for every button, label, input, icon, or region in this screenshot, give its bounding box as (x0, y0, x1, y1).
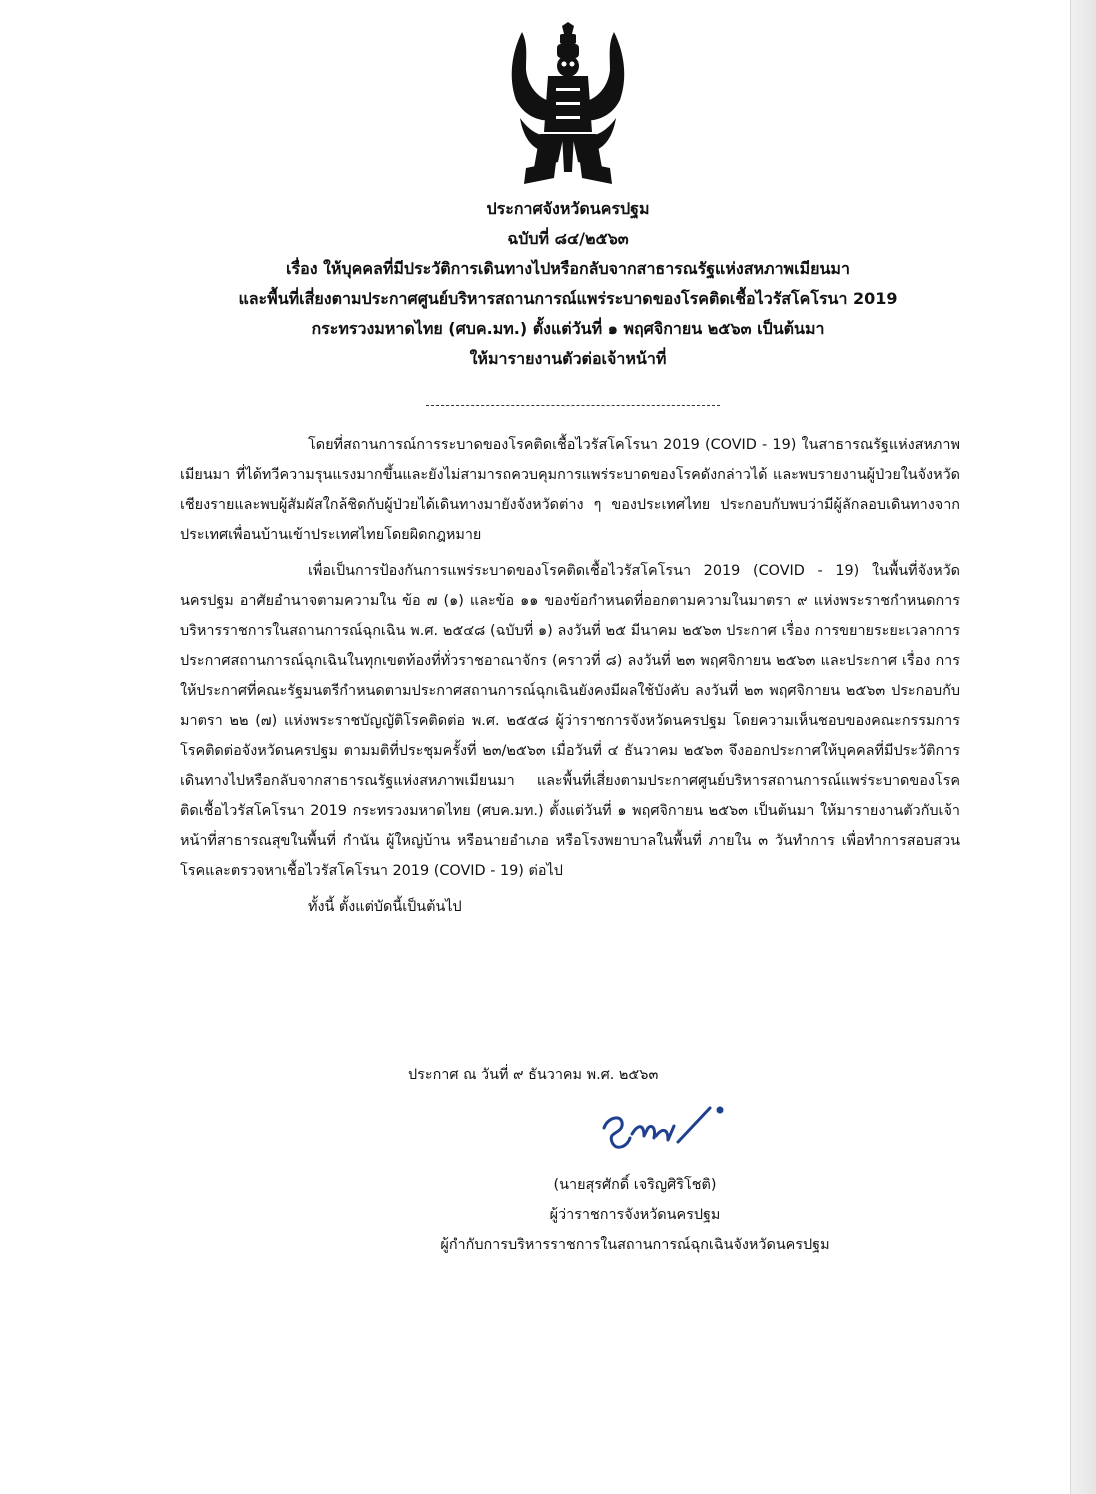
closing-statement: ทั้งนี้ ตั้งแต่บัดนี้เป็นต้นไป (308, 899, 462, 915)
signatory-block (400, 1170, 870, 1260)
page-edge (1070, 0, 1096, 1494)
signatory-role: ผู้กำกับการบริหารราชการในสถานการณ์ฉุกเฉินจังหวัดนครปฐม (440, 1237, 830, 1253)
subject-line: เรื่อง ให้บุคคลที่มีประวัติการเดินทางไปหรือกลับจากสาธารณรัฐแห่งสหภาพเมียนมา (286, 259, 850, 278)
subject-line: กระทรวงมหาดไทย (ศบค.มท.) ตั้งแต่วันที่ ๑ พฤศจิกายน ๒๕๖๓ เป็นต้นมา (311, 319, 825, 338)
header-divider (426, 405, 720, 406)
issue-number: ฉบับที่ ๘๔/๒๕๖๓ (507, 229, 629, 248)
signatory-position: ผู้ว่าราชการจังหวัดนครปฐม (549, 1207, 721, 1223)
document-body (180, 430, 960, 922)
subject-line: ให้มารายงานตัวต่อเจ้าหน้าที่ (469, 349, 667, 368)
body-paragraph: โดยที่สถานการณ์การระบาดของโรคติดเชื้อไวรัสโคโรนา 2019 (COVID - 19) ในสาธารณรัฐแห่งสหภาพเมียนมา ที่ได้ทวีความรุนแรงมากขึ้นและยังไม่สามารถควบคุมการแพร่ระบาดของโรคดังกล่าวได้ และพบรายงานผู้ป่วยในจังหวัดเชียงรายและพบผู้สัมผัสใกล้ชิดกับผู้ป่วยได้เดินทางมายังจังหวัดต่าง ๆ ของประเทศไทย ประกอบกับพบว่ามีผู้ลักลอบเดินทางจากประเทศเพื่อนบ้านเข้าประเทศไทยโดยผิดกฎหมาย (180, 437, 960, 543)
garuda-emblem-icon (500, 22, 636, 188)
signatory-name: (นายสุรศักดิ์ เจริญศิริโชติ) (553, 1177, 717, 1193)
announcement-title: ประกาศจังหวัดนครปฐม (486, 199, 650, 218)
signature-icon (598, 1102, 738, 1158)
document-header (150, 194, 986, 374)
body-paragraph: เพื่อเป็นการป้องกันการแพร่ระบาดของโรคติดเชื้อไวรัสโคโรนา 2019 (COVID - 19) ในพื้นที่จังหวัดนครปฐม อาศัยอำนาจตามความใน ข้อ ๗ (๑) และข้อ ๑๑ ของข้อกำหนดที่ออกตามความในมาตรา ๙ แห่งพระราชกำหนดการบริหารราชการในสถานการณ์ฉุกเฉิน พ.ศ. ๒๕๔๘ (ฉบับที่ ๑) ลงวันที่ ๒๕ มีนาคม ๒๕๖๓ ประกาศ เรื่อง การขยายระยะเวลาการประกาศสถานการณ์ฉุกเฉินในทุกเขตท้องที่ทั่วราชอาณาจักร (คราวที่ ๘) ลงวันที่ ๒๓ พฤศจิกายน ๒๕๖๓ และประกาศ เรื่อง การให้ประกาศที่คณะรัฐมนตรีกำหนดตามประกาศสถานการณ์ฉุกเฉินยังคงมีผลใช้บังคับ ลงวันที่ ๒๓ พฤศจิกายน ๒๕๖๓ ประกอบกับมาตรา ๒๒ (๗) แห่งพระราชบัญญัติโรคติดต่อ พ.ศ. ๒๕๕๘ ผู้ว่าราชการจังหวัดนครปฐม โดยความเห็นชอบของคณะกรรมการโรคติดต่อจังหวัดนครปฐม ตามมติที่ประชุมครั้งที่ ๒๓/๒๕๖๓ เมื่อวันที่ ๔ ธันวาคม ๒๕๖๓ จึงออกประกาศให้บุคคลที่มีประวัติการเดินทางไปหรือกลับจากสาธารณรัฐแห่งสหภาพเมียนมา และพื้นที่เสี่ยงตามประกาศศูนย์บริหารสถานการณ์แพร่ระบาดของโรคติดเชื้อไวรัสโคโรนา 2019 กระทรวงมหาดไทย (ศบค.มท.) ตั้งแต่วันที่ ๑ พฤศจิกายน ๒๕๖๓ เป็นต้นมา ให้มารายงานตัวกับเจ้าหน้าที่สาธารณสุขในพื้นที่ กำนัน ผู้ใหญ่บ้าน หรือนายอำเภอ หรือโรงพยาบาลในพื้นที่ ภายใน ๓ วันทำการ เพื่อทำการสอบสวนโรคและตรวจหาเชื้อไวรัสโคโรนา 2019 (COVID - 19) ต่อไป (180, 563, 960, 879)
announcement-date: ประกาศ ณ วันที่ ๙ ธันวาคม พ.ศ. ๒๕๖๓ (408, 1067, 659, 1083)
subject-line: และพื้นที่เสี่ยงตามประกาศศูนย์บริหารสถานการณ์แพร่ระบาดของโรคติดเชื้อไวรัสโคโรนา 2019 (238, 289, 898, 308)
